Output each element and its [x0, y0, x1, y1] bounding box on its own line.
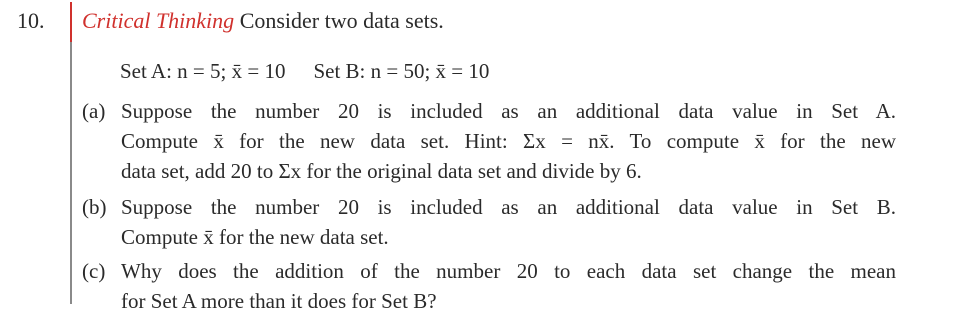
data-sets-line — [120, 56, 489, 86]
heading-text: Consider two data sets. — [239, 8, 444, 33]
problem-number: 10. — [17, 8, 45, 33]
part-line: Why does the addition of the number 20 to each data set change the mean — [121, 259, 896, 283]
part-line: for Set A more than it does for Set B? — [121, 289, 437, 313]
set-a: Set A: n = 5; x̄ = 10 — [120, 59, 286, 83]
part-line: Suppose the number 20 is included as an additional data value in Set A. — [121, 99, 896, 123]
part-line: Suppose the number 20 is included as an additional data value in Set B. — [121, 195, 896, 219]
problem-heading — [82, 6, 444, 36]
part-label: (b) — [82, 195, 107, 219]
part-line: Compute x̄ for the new data set. Hint: Σx = nx̄. To compute x̄ for the new — [121, 129, 896, 153]
critical-thinking-label: Critical Thinking — [82, 8, 235, 33]
part-line: data set, add 20 to Σx for the original data set and divide by 6. — [121, 159, 642, 183]
margin-rule — [70, 42, 72, 304]
accent-rule — [70, 2, 72, 42]
part-line: Compute x̄ for the new data set. — [121, 225, 389, 249]
set-b: Set B: n = 50; x̄ = 10 — [313, 59, 490, 83]
part-label: (a) — [82, 99, 106, 123]
part-label: (c) — [82, 259, 106, 283]
